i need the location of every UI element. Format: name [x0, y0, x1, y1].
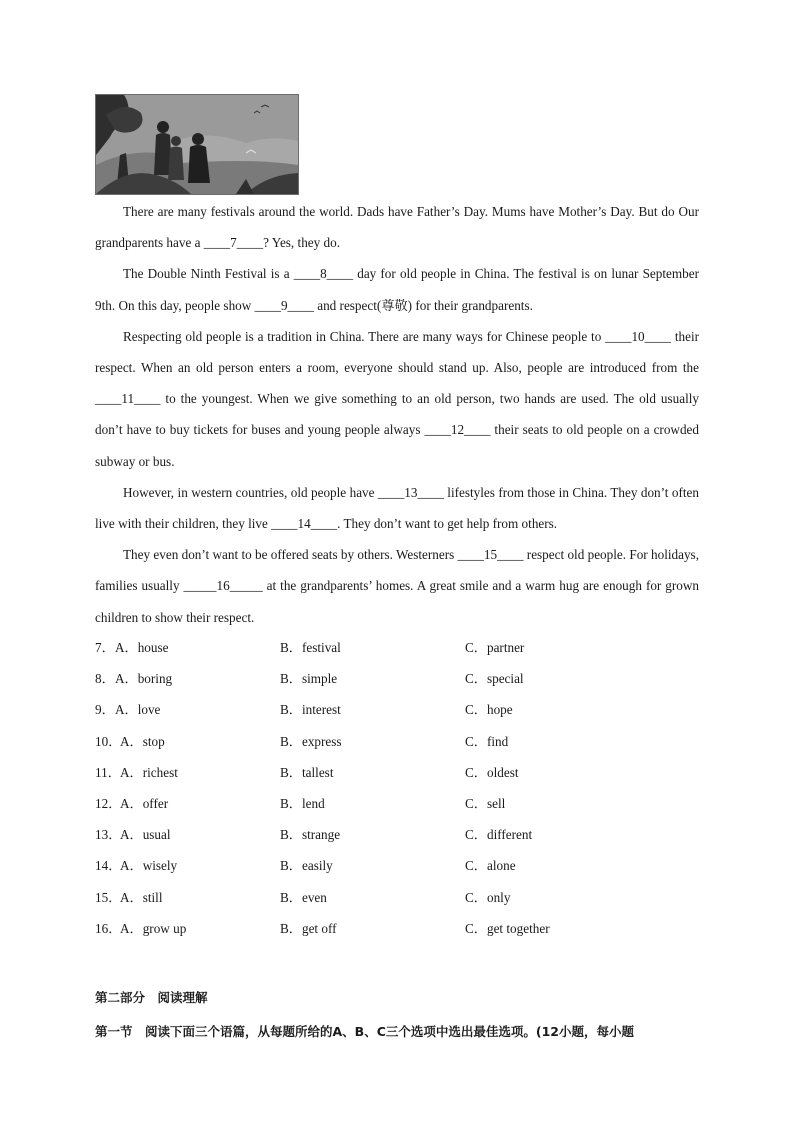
- option-b[interactable]: B．get off: [280, 920, 337, 936]
- question-10: [95, 726, 699, 757]
- option-b[interactable]: B．lend: [280, 795, 325, 811]
- option-a[interactable]: A．still: [120, 889, 163, 905]
- question-8: [95, 663, 699, 694]
- question-number: 11．: [95, 764, 121, 780]
- option-c[interactable]: C．special: [465, 671, 524, 687]
- option-c[interactable]: C．different: [465, 827, 533, 843]
- question-13: [95, 819, 699, 850]
- question-15: [95, 882, 699, 913]
- question-12: [95, 788, 699, 819]
- question-7: [95, 632, 699, 663]
- question-14: [95, 850, 699, 881]
- section-instruction: 第一节 阅读下面三个语篇，从每题所给的A、B、C三个选项中选出最佳选项。(12小题，每小题: [95, 1024, 634, 1039]
- option-a[interactable]: A．grow up: [120, 920, 187, 936]
- option-a[interactable]: A．richest: [120, 764, 178, 780]
- question-11: [95, 757, 699, 788]
- question-number: 15．: [95, 889, 122, 905]
- option-a[interactable]: A．offer: [120, 795, 169, 811]
- question-number: 16．: [95, 920, 122, 936]
- answer-options-list: [95, 632, 699, 944]
- illustration-grandparents-picture: [95, 94, 299, 195]
- passage-paragraph-5: They even don’t want to be offered seats by others. Westerners ____15____ respect old people. For holidays, families usually _____16_____ at the grandparents’ homes. A great smile and a warm hug are enough for grown children to show their respect.: [95, 547, 699, 625]
- section-heading: 第二部分 阅读理解: [95, 990, 208, 1005]
- option-b[interactable]: B．festival: [280, 640, 341, 655]
- option-a[interactable]: A．usual: [120, 827, 171, 843]
- question-9: [95, 694, 699, 725]
- question-number: 8．: [95, 671, 115, 687]
- option-c[interactable]: C．partner: [465, 640, 525, 655]
- option-c[interactable]: C．only: [465, 889, 511, 905]
- option-c[interactable]: C．get together: [465, 920, 550, 936]
- option-c[interactable]: C．alone: [465, 858, 516, 874]
- question-number: 10．: [95, 733, 122, 749]
- option-b[interactable]: B．easily: [280, 858, 333, 874]
- passage-paragraph-4: However, in western countries, old people have ____13____ lifestyles from those in China. They don’t often live with their children, they live ____14____. They don’t want to get help from others.: [95, 484, 699, 532]
- option-b[interactable]: B．express: [280, 733, 342, 749]
- option-b[interactable]: B．simple: [280, 671, 338, 687]
- option-c[interactable]: C．hope: [465, 702, 513, 718]
- question-number: 13．: [95, 827, 122, 843]
- option-b[interactable]: B．strange: [280, 827, 341, 843]
- option-b[interactable]: B．even: [280, 889, 327, 905]
- question-number: 9．: [95, 702, 115, 718]
- option-b[interactable]: B．tallest: [280, 764, 334, 780]
- option-a[interactable]: A．stop: [120, 733, 165, 749]
- passage-paragraph-2: The Double Ninth Festival is a ____8____ day for old people in China. The festival is on lunar September 9th. On this day, people show ____9____ and respect(尊敬) for their grandparents.: [95, 266, 699, 313]
- option-c[interactable]: C．sell: [465, 795, 506, 811]
- option-a[interactable]: A．boring: [115, 671, 173, 687]
- option-a[interactable]: A．house: [115, 640, 169, 655]
- option-c[interactable]: C．find: [465, 733, 509, 749]
- option-b[interactable]: B．interest: [280, 702, 341, 718]
- question-16: [95, 913, 699, 944]
- passage-paragraph-3: Respecting old people is a tradition in China. There are many ways for Chinese people to ____10____ their respect. When an old person enters a room, everyone should stand up. Also, people are introduced from the ____11____ to the youngest. When we give something to an old person, two hands are used. The old usually don’t have to buy tickets for buses and young people always ____12____ their seats to old people on a crowded subway or bus.: [95, 328, 699, 469]
- option-c[interactable]: C．oldest: [465, 764, 519, 780]
- question-number: 7．: [95, 640, 115, 655]
- question-number: 14．: [95, 858, 122, 874]
- option-a[interactable]: A．wisely: [120, 858, 178, 874]
- question-number: 12．: [95, 795, 122, 811]
- passage-paragraph-1: There are many festivals around the world. Dads have Father’s Day. Mums have Mother’s Day. But do Our grandparents have a ____7____? Yes, they do.: [95, 204, 699, 251]
- option-a[interactable]: A．love: [115, 702, 161, 718]
- cloze-passage: [95, 196, 699, 633]
